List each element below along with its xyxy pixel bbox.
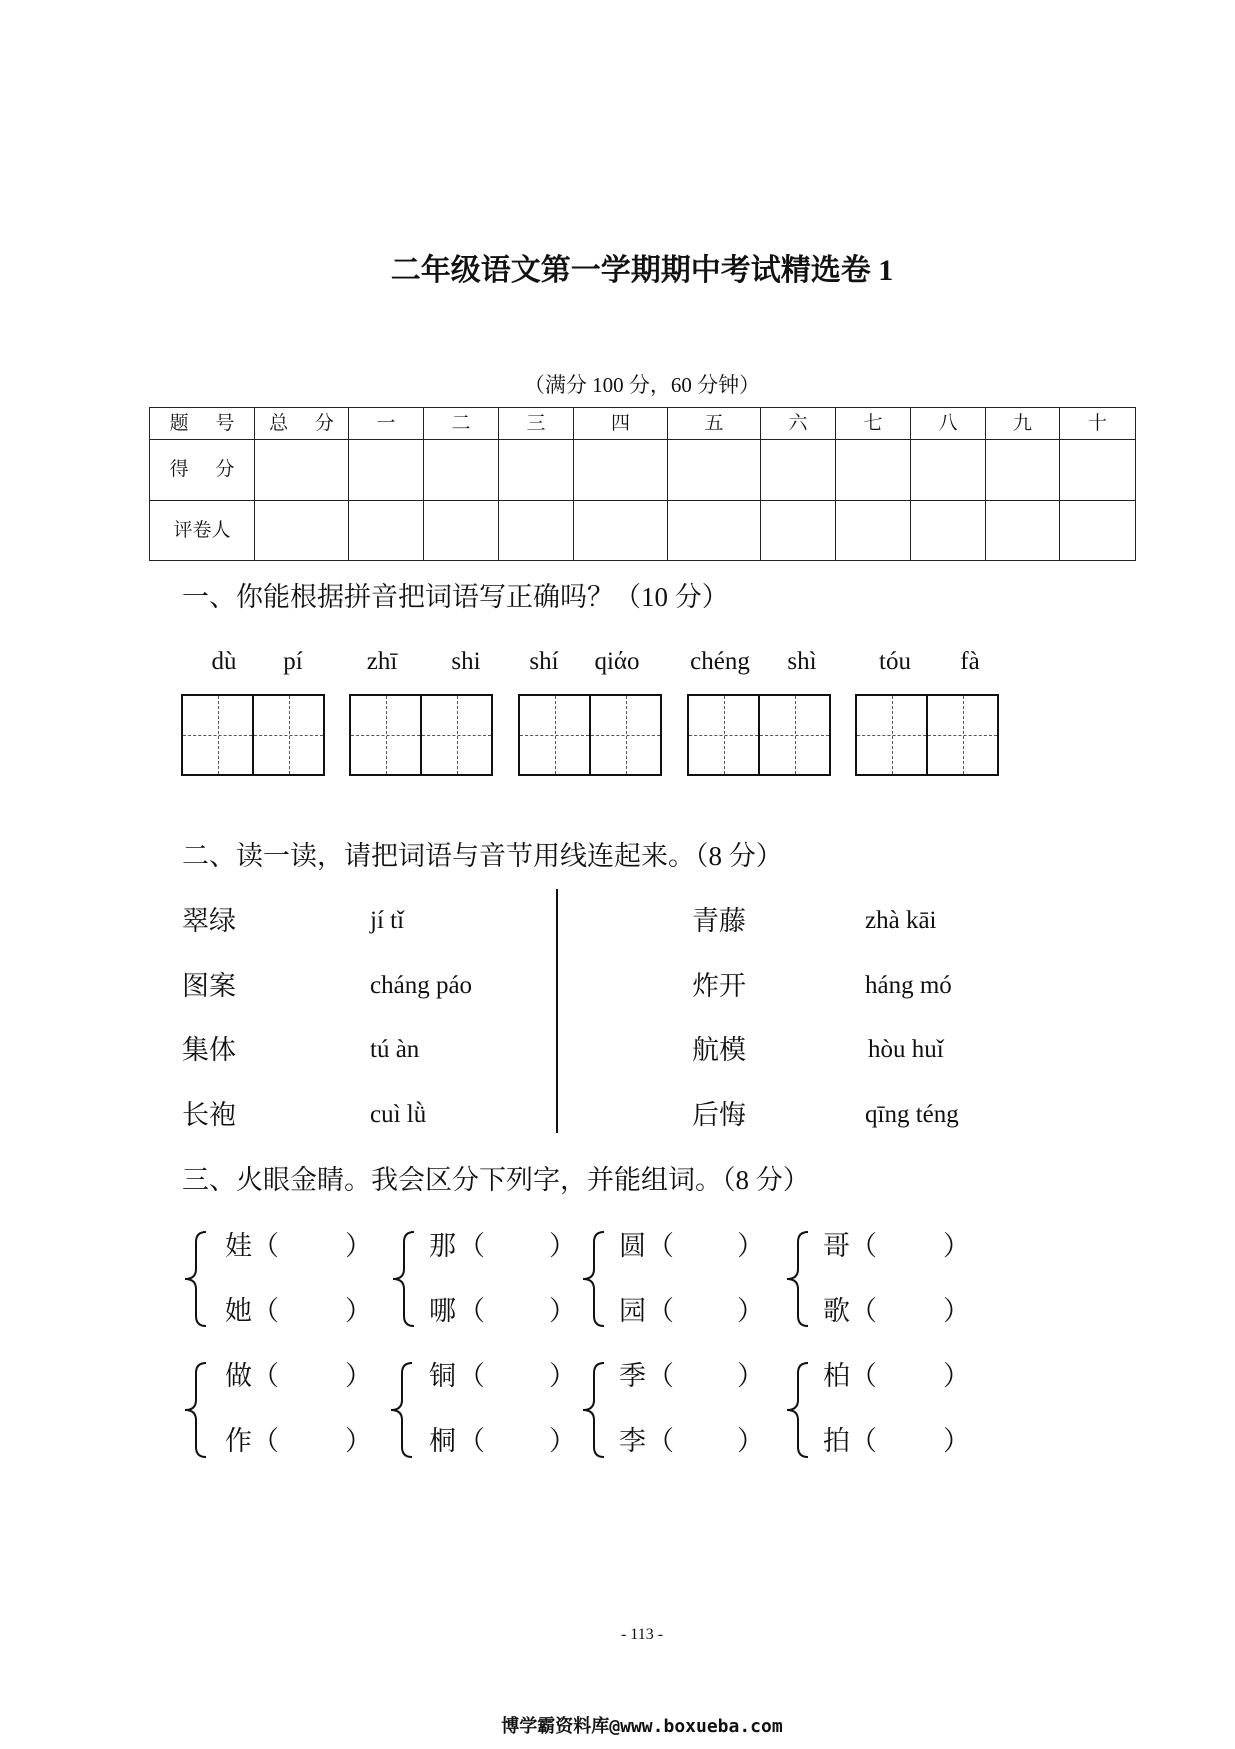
- paren-open: （: [458, 1361, 485, 1391]
- section3-heading: 三、火眼金睛。我会区分下列字，并能组词。（8 分）: [182, 1165, 810, 1195]
- pinyin-label: qiάo: [594, 648, 640, 675]
- match-pinyin: hòu huǐ: [868, 1036, 944, 1063]
- paren-close: ）: [943, 1361, 970, 1391]
- header-part-5: 五: [668, 408, 761, 440]
- grader-cell: [255, 501, 349, 561]
- match-word: 青藤: [692, 906, 746, 936]
- header-question-number: 题 号: [150, 408, 255, 440]
- writing-cell: [252, 696, 323, 774]
- paren-open: （: [850, 1426, 877, 1456]
- header-part-4: 四: [574, 408, 668, 440]
- grader-cell: [1060, 501, 1136, 561]
- header-part-7: 七: [836, 408, 911, 440]
- exam-title: 二年级语文第一学期期中考试精选卷 1: [390, 254, 894, 287]
- writing-grid: [181, 694, 325, 776]
- paren-close: ）: [345, 1296, 372, 1326]
- writing-cell: [926, 696, 997, 774]
- brace-icon: [580, 1230, 608, 1328]
- paren-open: （: [850, 1296, 877, 1326]
- grader-cell: [911, 501, 986, 561]
- column-divider: [556, 889, 558, 1133]
- section1-heading: 一、你能根据拼音把词语写正确吗？（10 分）: [182, 582, 729, 612]
- paren-open: （: [647, 1426, 674, 1456]
- similar-char: 柏: [823, 1361, 850, 1391]
- brace-icon: [784, 1361, 812, 1459]
- header-part-10: 十: [1060, 408, 1136, 440]
- grader-cell: [574, 501, 668, 561]
- paren-close: ）: [737, 1361, 764, 1391]
- paren-open: （: [458, 1231, 485, 1261]
- match-word: 航模: [692, 1035, 746, 1065]
- writing-cell: [857, 696, 926, 774]
- pinyin-label: chéng: [690, 648, 750, 675]
- similar-char: 园: [619, 1296, 646, 1326]
- grader-cell: [836, 501, 911, 561]
- similar-char: 那: [429, 1231, 456, 1261]
- similar-char: 歌: [823, 1296, 850, 1326]
- match-pinyin: tú àn: [370, 1036, 420, 1063]
- pinyin-label: dù: [211, 648, 237, 675]
- grader-cell: [761, 501, 836, 561]
- score-cell: [986, 440, 1060, 501]
- paren-close: ）: [345, 1426, 372, 1456]
- match-word: 集体: [182, 1035, 236, 1065]
- score-cell: [911, 440, 986, 501]
- score-row: [150, 440, 1136, 501]
- writing-cell: [589, 696, 660, 774]
- writing-cell: [758, 696, 829, 774]
- match-pinyin: cháng páo: [370, 972, 473, 999]
- paren-open: （: [647, 1296, 674, 1326]
- header-part-6: 六: [761, 408, 836, 440]
- grader-cell: [499, 501, 574, 561]
- similar-char: 季: [619, 1361, 646, 1391]
- similar-char: 哥: [823, 1231, 850, 1261]
- score-cell: [499, 440, 574, 501]
- match-word: 图案: [182, 971, 236, 1001]
- paren-close: ）: [549, 1426, 576, 1456]
- paren-close: ）: [345, 1231, 372, 1261]
- pinyin-label: shi: [451, 648, 481, 675]
- similar-char: 桐: [429, 1426, 456, 1456]
- header-total: 总 分: [255, 408, 349, 440]
- section2-heading: 二、读一读，请把词语与音节用线连起来。（8 分）: [182, 841, 783, 871]
- header-part-8: 八: [911, 408, 986, 440]
- pinyin-label: shí: [529, 648, 559, 675]
- paren-open: （: [252, 1296, 279, 1326]
- brace-icon: [390, 1230, 418, 1328]
- paren-close: ）: [737, 1231, 764, 1261]
- score-cell: [836, 440, 911, 501]
- paren-open: （: [850, 1361, 877, 1391]
- paren-open: （: [458, 1296, 485, 1326]
- writing-grid: [349, 694, 493, 776]
- writing-grid: [687, 694, 831, 776]
- paren-open: （: [647, 1231, 674, 1261]
- match-pinyin: cuì lǜ: [370, 1101, 427, 1128]
- brace-icon: [182, 1361, 210, 1459]
- paren-close: ）: [549, 1231, 576, 1261]
- paren-close: ）: [737, 1296, 764, 1326]
- paren-close: ）: [943, 1296, 970, 1326]
- score-cell: [349, 440, 424, 501]
- row-label-grader: 评卷人: [150, 501, 255, 561]
- writing-cell: [351, 696, 420, 774]
- writing-cell: [520, 696, 589, 774]
- writing-cell: [689, 696, 758, 774]
- match-pinyin: háng mó: [865, 972, 952, 999]
- brace-icon: [182, 1230, 210, 1328]
- row-label-score: 得 分: [150, 440, 255, 501]
- writing-cell: [183, 696, 252, 774]
- exam-subtitle: （满分 100 分，60 分钟）: [523, 373, 761, 397]
- paren-close: ）: [549, 1361, 576, 1391]
- score-cell: [255, 440, 349, 501]
- similar-char: 圆: [619, 1231, 646, 1261]
- score-cell: [668, 440, 761, 501]
- pinyin-label: zhī: [366, 648, 398, 675]
- score-cell: [424, 440, 499, 501]
- pinyin-label: tóu: [879, 648, 911, 675]
- paren-open: （: [252, 1361, 279, 1391]
- writing-cell: [420, 696, 491, 774]
- paren-open: （: [252, 1231, 279, 1261]
- header-part-2: 二: [424, 408, 499, 440]
- match-pinyin: qīng téng: [865, 1101, 959, 1128]
- paren-close: ）: [345, 1361, 372, 1391]
- match-word: 炸开: [692, 971, 746, 1001]
- similar-char: 做: [225, 1361, 252, 1391]
- footer-watermark: 博学霸资料库@www.boxueba.com: [501, 1716, 783, 1737]
- paren-close: ）: [737, 1426, 764, 1456]
- score-cell: [1060, 440, 1136, 501]
- paren-open: （: [252, 1426, 279, 1456]
- pinyin-label: fà: [960, 648, 980, 675]
- pinyin-label: pí: [283, 648, 303, 675]
- brace-icon: [784, 1230, 812, 1328]
- paren-open: （: [850, 1231, 877, 1261]
- similar-char: 她: [225, 1296, 252, 1326]
- grader-cell: [424, 501, 499, 561]
- header-part-3: 三: [499, 408, 574, 440]
- paren-close: ）: [943, 1426, 970, 1456]
- writing-grid: [518, 694, 662, 776]
- similar-char: 铜: [429, 1361, 456, 1391]
- score-table-header-row: [150, 408, 1136, 440]
- pinyin-label: shì: [787, 648, 817, 675]
- paren-open: （: [647, 1361, 674, 1391]
- writing-grid: [855, 694, 999, 776]
- similar-char: 娃: [225, 1231, 252, 1261]
- match-word: 长袍: [182, 1100, 236, 1130]
- grader-row: [150, 501, 1136, 561]
- header-part-9: 九: [986, 408, 1060, 440]
- brace-icon: [388, 1361, 416, 1459]
- match-word: 后悔: [692, 1100, 746, 1130]
- similar-char: 哪: [429, 1296, 456, 1326]
- match-pinyin: jí tǐ: [370, 907, 405, 934]
- match-word: 翠绿: [182, 906, 236, 936]
- grader-cell: [349, 501, 424, 561]
- match-pinyin: zhà kāi: [865, 907, 937, 934]
- similar-char: 拍: [823, 1426, 850, 1456]
- score-cell: [761, 440, 836, 501]
- score-table: [149, 407, 1136, 561]
- similar-char: 李: [619, 1426, 646, 1456]
- page-number: - 113 -: [620, 1626, 664, 1643]
- header-part-1: 一: [349, 408, 424, 440]
- brace-icon: [580, 1361, 608, 1459]
- paren-close: ）: [549, 1296, 576, 1326]
- similar-char: 作: [225, 1426, 252, 1456]
- grader-cell: [668, 501, 761, 561]
- score-cell: [574, 440, 668, 501]
- grader-cell: [986, 501, 1060, 561]
- paren-close: ）: [943, 1231, 970, 1261]
- paren-open: （: [458, 1426, 485, 1456]
